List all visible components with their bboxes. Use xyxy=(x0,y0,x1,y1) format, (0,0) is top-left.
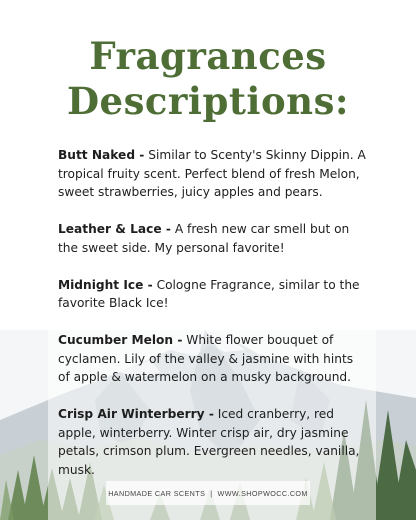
page-title xyxy=(0,34,416,124)
fragrance-entry-leather-lace xyxy=(58,220,368,257)
fragrance-name: Midnight Ice - xyxy=(58,277,153,292)
fragrance-description: Cologne Fragrance, similar to the favorite Black Ice! xyxy=(58,277,360,310)
fragrance-description: Similar to Scenty's Skinny Dippin. A tropical fruity scent. Perfect blend of fresh Melon, sweet strawberries, juicy apples and pears. xyxy=(58,148,366,199)
fragrance-list xyxy=(58,146,368,498)
title-line-2: Descriptions: xyxy=(66,79,350,123)
fragrance-name: Butt Naked - xyxy=(58,148,145,162)
fragrance-entry-butt-naked xyxy=(58,146,368,202)
fragrance-description: A fresh new car smell but on the sweet side. My personal favorite! xyxy=(58,222,350,255)
footer-website: WWW.SHOPWOCC.COM xyxy=(217,488,308,498)
fragrance-name: Crisp Air Winterberry - xyxy=(58,407,214,421)
fragrance-entry-cucumber-melon xyxy=(58,331,368,387)
fragrance-description: White flower bouquet of cyclamen. Lily of the valley & jasmine with hints of apple & watermelon on a musky background. xyxy=(58,333,354,384)
fragrance-name: Leather & Lace - xyxy=(58,222,171,236)
fragrance-entry-crisp-air-winterberry xyxy=(58,405,368,479)
footer-tagline: HANDMADE CAR SCENTS xyxy=(108,488,206,498)
footer-separator: | xyxy=(210,488,213,498)
title-line-1: Fragrances xyxy=(89,34,327,78)
fragrance-entry-midnight-ice xyxy=(58,276,368,313)
footer-banner xyxy=(106,481,310,505)
fragrance-name: Cucumber Melon - xyxy=(58,333,183,347)
fragrance-description: Iced cranberry, red apple, winterberry. Winter crisp air, dry jasmine petals, crimson plum. Evergreen needles, vanilla, musk. xyxy=(58,407,360,477)
